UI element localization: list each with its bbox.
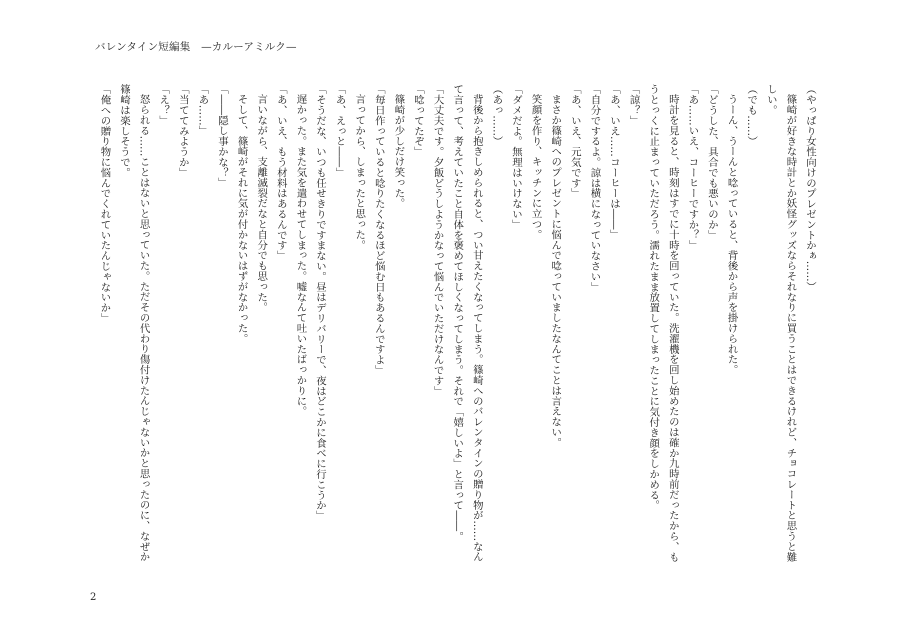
text-column: 「毎日作っていると唸りたくなるほど悩む日もあるんですよ」 xyxy=(372,84,385,376)
text-column: 「え？」 xyxy=(157,84,170,126)
text-column: そして、篠崎がそれに気が付かないはずがなかった。 xyxy=(235,94,248,344)
text-column: 「唸ってたぞ」 xyxy=(412,84,424,157)
text-column: て言って、考えていたこと自体を褒めてほしくなってしまう。それで「嬉しいよ」と言って――。 xyxy=(451,84,464,542)
text-column: 「俺への贈り物に悩んでくれていたんじゃないか」 xyxy=(98,84,111,324)
text-column: うとっくに止まっていただろう。濡れたまま放置してしまったことに気付き顔をしかめる。 xyxy=(647,84,660,511)
text-column: （やっぱり女性向けのプレゼントかぁ……） xyxy=(804,84,816,292)
text-column: 言ってから、しまったと思った。 xyxy=(353,94,366,251)
text-column: 言いながら、支離滅裂だなと自分でも思った。 xyxy=(255,94,268,313)
text-column: 「自分でするよ。諒は横になっていなさい」 xyxy=(588,84,601,292)
text-column: 「あ、えっと――」 xyxy=(333,84,346,178)
text-column: 「あ、いえ、元気です」 xyxy=(568,84,581,199)
text-column: 笑顔を作り、キッチンに立つ。 xyxy=(529,94,542,240)
text-column: 遅かった。また気を遣わせてしまった。嘘なんて吐いたばっかりに。 xyxy=(294,94,307,417)
text-column: 「あ、いえ……コーヒーは――」 xyxy=(608,84,620,240)
text-column: しい。 xyxy=(764,84,777,116)
text-column: うーん、うーんと唸っていると、背後から声を掛けられた。 xyxy=(725,94,738,376)
text-column: 「ダメだよ。無理はいけない」 xyxy=(510,84,522,230)
text-column: 時計を見ると、時刻はすでに十時を回っていた。洗濯機を回し始めたのは確か九時前だったから、も xyxy=(666,94,679,563)
text-column: 「あ……いえ、コーヒーですか？」 xyxy=(686,84,699,251)
running-header: バレンタイン短編集 —カルーアミルク— xyxy=(95,41,297,53)
text-column: 怒られる……ことはないと思っていた。ただその代わり傷付けたんじゃないかと思ったのに、なぜか xyxy=(137,94,150,563)
text-column: （でも……） xyxy=(745,84,758,147)
text-column: 「あ……」 xyxy=(196,84,209,136)
text-column: 「あ、いえ、もう材料はあるんです」 xyxy=(274,84,287,261)
text-column: 「そうだな、いつも任せきりですまない。昼はデリバリーで、夜はどこかに食べに行こうか」 xyxy=(314,84,326,521)
text-column: 「大丈夫です。夕飯どうしようかなって悩んでいただけなんです」 xyxy=(431,84,444,396)
text-column: （あっ……） xyxy=(490,84,503,147)
page-number: 2 xyxy=(90,592,97,603)
text-column: 「当ててみようか」 xyxy=(176,84,189,178)
text-column: 篠崎が少しだけ笑った。 xyxy=(392,94,405,209)
text-column: 「諒？」 xyxy=(627,84,640,126)
text-column: まさか篠崎へのプレゼントに悩んで唸っていましたなんてことは言えない。 xyxy=(549,94,562,448)
text-column: 篠崎は楽しそうで。 xyxy=(118,84,130,178)
text-column: 背後から抱きしめられると、つい甘えたくなってしまう。篠崎へのバレンタインの贈り物が……なん xyxy=(470,94,483,563)
text-column: 「――隠し事かな？」 xyxy=(216,84,228,188)
text-column: 篠崎が好きな時計とか妖怪グッズならそれなりに買うことはできるけれど、チョコレートと思うと難 xyxy=(784,94,797,563)
text-column: 「どうした、具合でも悪いのか」 xyxy=(706,84,718,240)
